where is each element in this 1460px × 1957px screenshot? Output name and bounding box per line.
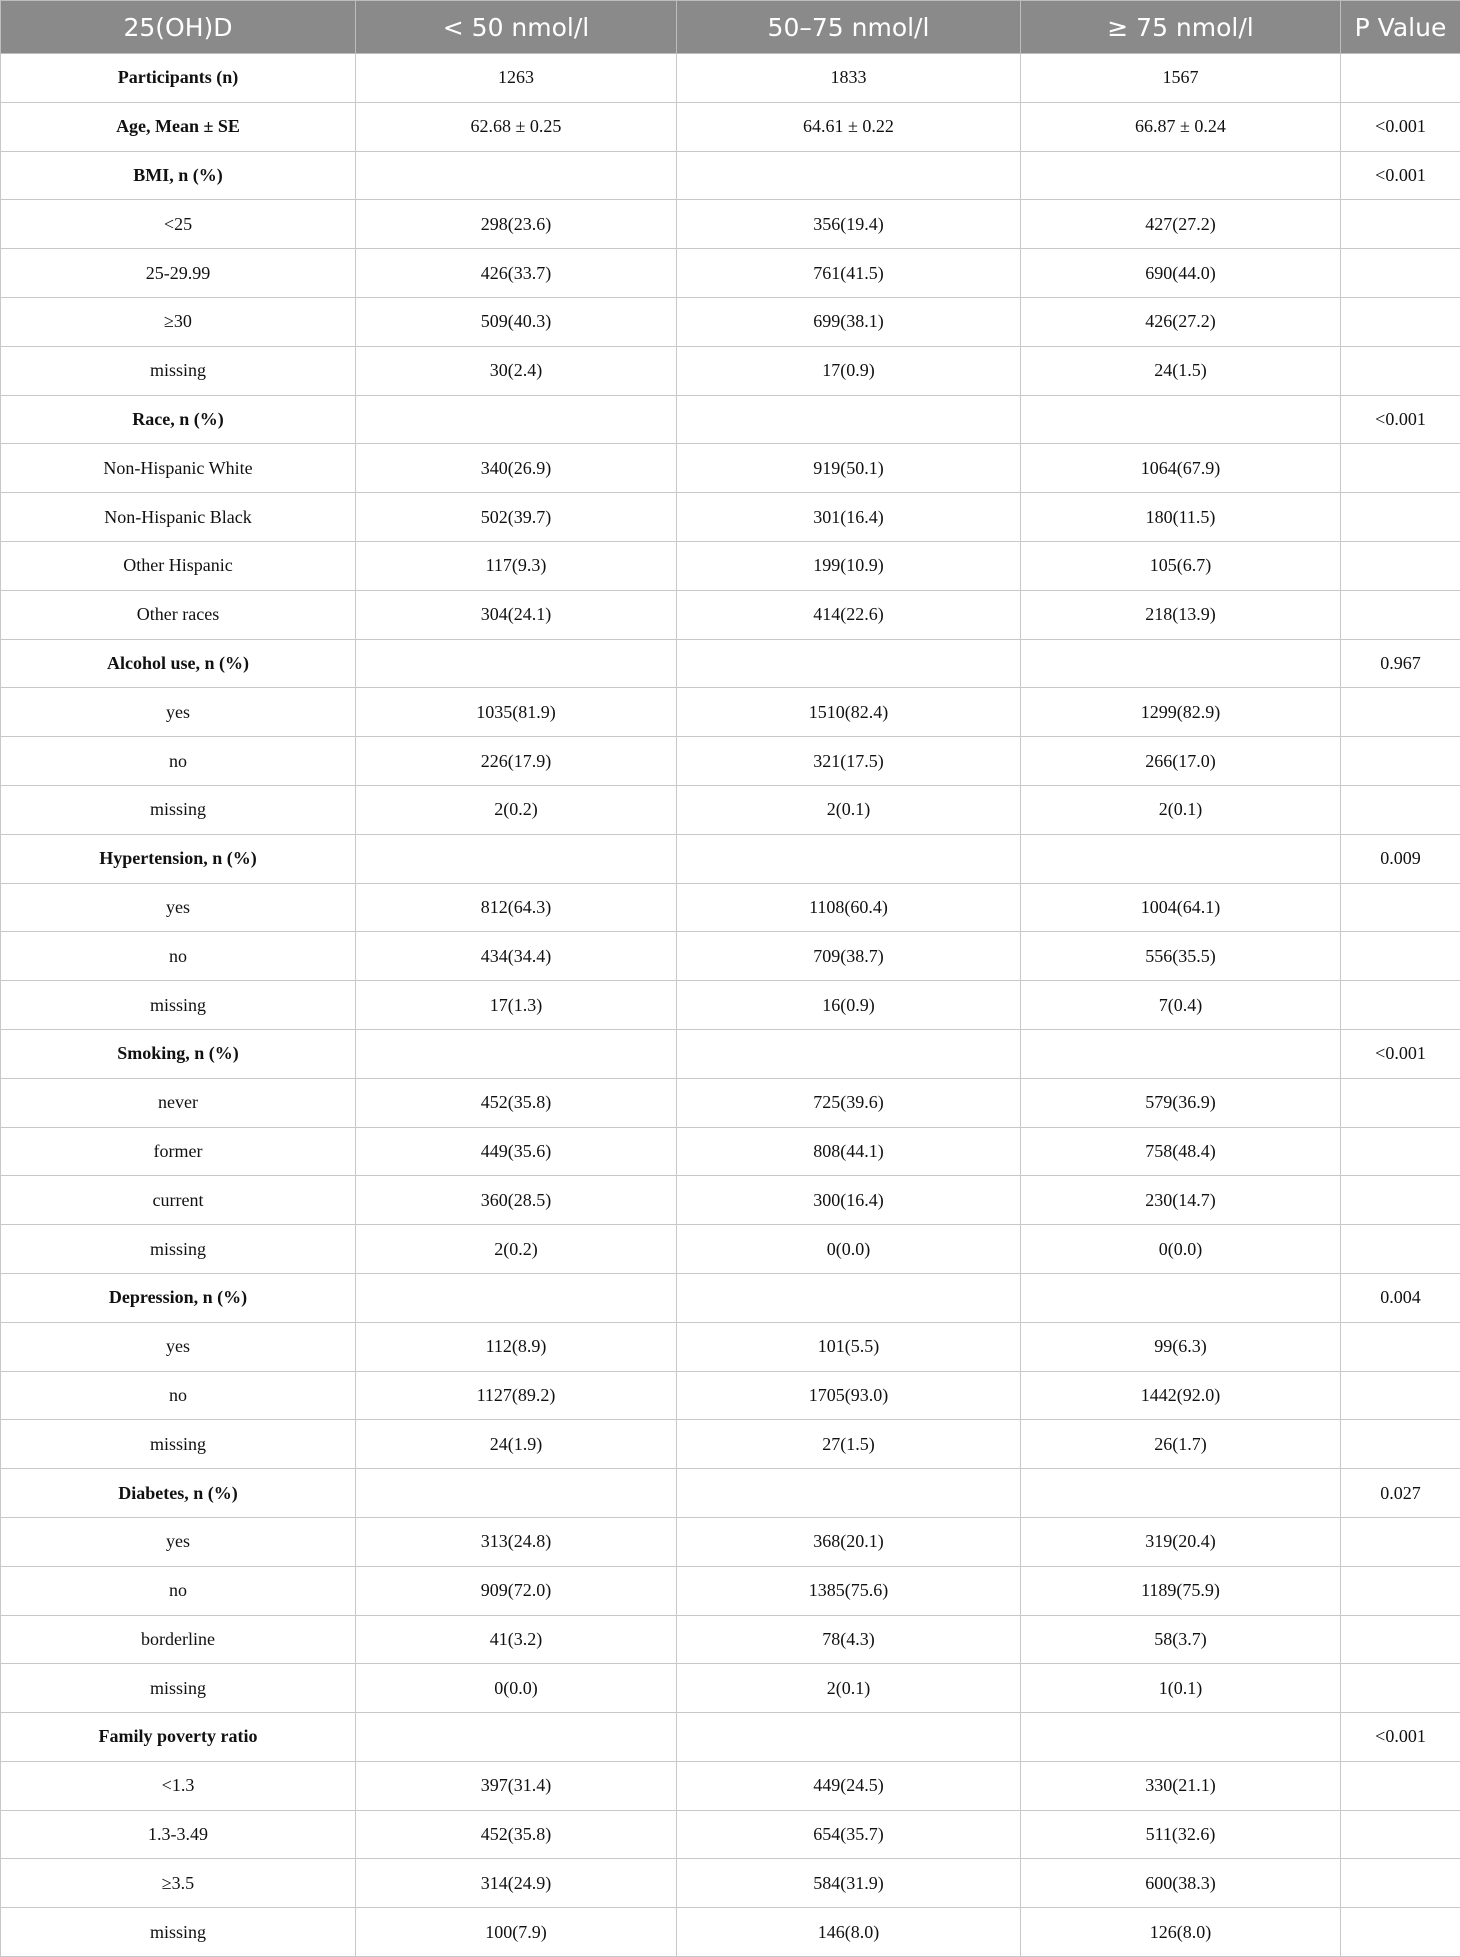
row-label-cell: never xyxy=(1,1078,356,1127)
cell-p-value xyxy=(1341,981,1460,1030)
row-label-cell: no xyxy=(1,932,356,981)
cell-p-value xyxy=(1341,688,1460,737)
cell-50-75: 356(19.4) xyxy=(677,200,1021,249)
cell-p-value xyxy=(1341,249,1460,298)
cell-50-75: 449(24.5) xyxy=(677,1761,1021,1810)
cell-p-value xyxy=(1341,1322,1460,1371)
cell-below-50: 909(72.0) xyxy=(356,1566,677,1615)
cell-above-75: 26(1.7) xyxy=(1021,1420,1341,1469)
cell-below-50: 1263 xyxy=(356,54,677,103)
cell-50-75: 1705(93.0) xyxy=(677,1371,1021,1420)
cell-above-75: 2(0.1) xyxy=(1021,785,1341,834)
cell-50-75: 2(0.1) xyxy=(677,1664,1021,1713)
cell-above-75: 0(0.0) xyxy=(1021,1225,1341,1274)
table-section-row xyxy=(1,102,1460,151)
cell-p-value xyxy=(1341,297,1460,346)
cell-below-50 xyxy=(356,639,677,688)
table-row xyxy=(1,932,1460,981)
cell-below-50 xyxy=(356,1273,677,1322)
cell-50-75: 808(44.1) xyxy=(677,1127,1021,1176)
cell-50-75: 1108(60.4) xyxy=(677,883,1021,932)
table-section-row xyxy=(1,395,1460,444)
cell-p-value xyxy=(1341,1176,1460,1225)
cell-above-75: 24(1.5) xyxy=(1021,346,1341,395)
cell-above-75: 600(38.3) xyxy=(1021,1859,1341,1908)
cell-p-value: 0.004 xyxy=(1341,1273,1460,1322)
cell-50-75: 0(0.0) xyxy=(677,1225,1021,1274)
cell-above-75: 99(6.3) xyxy=(1021,1322,1341,1371)
table-section-row xyxy=(1,1713,1460,1762)
table-row xyxy=(1,1225,1460,1274)
cell-p-value: 0.967 xyxy=(1341,639,1460,688)
cell-50-75 xyxy=(677,1469,1021,1518)
cell-50-75: 725(39.6) xyxy=(677,1078,1021,1127)
cell-below-50: 434(34.4) xyxy=(356,932,677,981)
cell-p-value xyxy=(1341,1078,1460,1127)
cell-50-75 xyxy=(677,151,1021,200)
header-below-50: < 50 nmol/l xyxy=(356,1,677,54)
table-section-row xyxy=(1,834,1460,883)
cell-p-value xyxy=(1341,1908,1460,1957)
cell-50-75 xyxy=(677,834,1021,883)
cell-50-75 xyxy=(677,1713,1021,1762)
row-label-cell: missing xyxy=(1,785,356,834)
cell-above-75 xyxy=(1021,834,1341,883)
cell-below-50: 509(40.3) xyxy=(356,297,677,346)
cell-below-50: 62.68 ± 0.25 xyxy=(356,102,677,151)
cell-above-75: 105(6.7) xyxy=(1021,541,1341,590)
cell-below-50: 24(1.9) xyxy=(356,1420,677,1469)
cell-below-50: 298(23.6) xyxy=(356,200,677,249)
cell-above-75 xyxy=(1021,151,1341,200)
cell-below-50 xyxy=(356,395,677,444)
row-label-cell: Depression, n (%) xyxy=(1,1273,356,1322)
table-row xyxy=(1,1176,1460,1225)
cell-below-50: 41(3.2) xyxy=(356,1615,677,1664)
cell-p-value: 0.009 xyxy=(1341,834,1460,883)
cell-below-50: 0(0.0) xyxy=(356,1664,677,1713)
cell-below-50: 117(9.3) xyxy=(356,541,677,590)
cell-below-50: 449(35.6) xyxy=(356,1127,677,1176)
row-label-cell: 1.3-3.49 xyxy=(1,1810,356,1859)
cell-below-50 xyxy=(356,834,677,883)
row-label-cell: yes xyxy=(1,883,356,932)
cell-50-75 xyxy=(677,395,1021,444)
cell-50-75: 199(10.9) xyxy=(677,541,1021,590)
row-label-cell: Age, Mean ± SE xyxy=(1,102,356,151)
cell-p-value xyxy=(1341,1859,1460,1908)
cell-below-50: 314(24.9) xyxy=(356,1859,677,1908)
cell-above-75: 426(27.2) xyxy=(1021,297,1341,346)
cell-below-50: 17(1.3) xyxy=(356,981,677,1030)
row-label-cell: Alcohol use, n (%) xyxy=(1,639,356,688)
cell-below-50: 112(8.9) xyxy=(356,1322,677,1371)
row-label-cell: Race, n (%) xyxy=(1,395,356,444)
cell-above-75: 58(3.7) xyxy=(1021,1615,1341,1664)
cell-50-75: 78(4.3) xyxy=(677,1615,1021,1664)
cell-p-value xyxy=(1341,1810,1460,1859)
cell-50-75 xyxy=(677,1029,1021,1078)
row-label-cell: <1.3 xyxy=(1,1761,356,1810)
table-row xyxy=(1,1810,1460,1859)
row-label-cell: borderline xyxy=(1,1615,356,1664)
cell-above-75: 1442(92.0) xyxy=(1021,1371,1341,1420)
cell-above-75: 556(35.5) xyxy=(1021,932,1341,981)
cell-below-50: 340(26.9) xyxy=(356,444,677,493)
cell-p-value: <0.001 xyxy=(1341,151,1460,200)
cell-50-75: 709(38.7) xyxy=(677,932,1021,981)
cell-p-value xyxy=(1341,200,1460,249)
cell-above-75: 266(17.0) xyxy=(1021,737,1341,786)
cell-p-value xyxy=(1341,1371,1460,1420)
cell-above-75: 427(27.2) xyxy=(1021,200,1341,249)
cell-p-value xyxy=(1341,54,1460,103)
cell-50-75: 16(0.9) xyxy=(677,981,1021,1030)
header-variable: 25(OH)D xyxy=(1,1,356,54)
cell-above-75: 1299(82.9) xyxy=(1021,688,1341,737)
table-row xyxy=(1,200,1460,249)
table-section-row xyxy=(1,151,1460,200)
cell-below-50: 304(24.1) xyxy=(356,590,677,639)
cell-below-50: 313(24.8) xyxy=(356,1517,677,1566)
header-row xyxy=(1,1,1460,54)
cell-50-75: 64.61 ± 0.22 xyxy=(677,102,1021,151)
cell-p-value xyxy=(1341,493,1460,542)
cell-p-value xyxy=(1341,1420,1460,1469)
cell-below-50: 426(33.7) xyxy=(356,249,677,298)
table-row xyxy=(1,737,1460,786)
cell-above-75 xyxy=(1021,1029,1341,1078)
cell-p-value xyxy=(1341,1127,1460,1176)
cell-50-75: 146(8.0) xyxy=(677,1908,1021,1957)
cell-below-50: 1035(81.9) xyxy=(356,688,677,737)
table-row xyxy=(1,590,1460,639)
row-label-cell: Smoking, n (%) xyxy=(1,1029,356,1078)
cell-below-50: 452(35.8) xyxy=(356,1078,677,1127)
cell-p-value xyxy=(1341,883,1460,932)
cell-above-75: 180(11.5) xyxy=(1021,493,1341,542)
cell-above-75: 579(36.9) xyxy=(1021,1078,1341,1127)
cell-p-value xyxy=(1341,1517,1460,1566)
cell-below-50: 360(28.5) xyxy=(356,1176,677,1225)
cell-50-75: 1833 xyxy=(677,54,1021,103)
row-label-cell: former xyxy=(1,1127,356,1176)
row-label-cell: Family poverty ratio xyxy=(1,1713,356,1762)
cell-p-value xyxy=(1341,737,1460,786)
cell-below-50: 397(31.4) xyxy=(356,1761,677,1810)
table-row xyxy=(1,1664,1460,1713)
cell-p-value: <0.001 xyxy=(1341,1713,1460,1762)
table-row xyxy=(1,444,1460,493)
cell-above-75: 511(32.6) xyxy=(1021,1810,1341,1859)
cell-below-50: 2(0.2) xyxy=(356,1225,677,1274)
table-row xyxy=(1,541,1460,590)
row-label-cell: missing xyxy=(1,981,356,1030)
header-50-75: 50–75 nmol/l xyxy=(677,1,1021,54)
cell-p-value xyxy=(1341,590,1460,639)
cell-50-75: 654(35.7) xyxy=(677,1810,1021,1859)
cell-p-value xyxy=(1341,444,1460,493)
table-section-row xyxy=(1,639,1460,688)
table-header xyxy=(1,1,1460,54)
cell-50-75: 1510(82.4) xyxy=(677,688,1021,737)
cell-above-75: 1189(75.9) xyxy=(1021,1566,1341,1615)
row-label-cell: Other Hispanic xyxy=(1,541,356,590)
cell-p-value xyxy=(1341,1615,1460,1664)
table-row xyxy=(1,1761,1460,1810)
cell-above-75: 1004(64.1) xyxy=(1021,883,1341,932)
cell-50-75: 368(20.1) xyxy=(677,1517,1021,1566)
row-label-cell: ≥3.5 xyxy=(1,1859,356,1908)
row-label-cell: yes xyxy=(1,1517,356,1566)
cell-50-75: 27(1.5) xyxy=(677,1420,1021,1469)
cell-below-50: 502(39.7) xyxy=(356,493,677,542)
cell-above-75: 1(0.1) xyxy=(1021,1664,1341,1713)
row-label-cell: Non-Hispanic White xyxy=(1,444,356,493)
cell-below-50: 2(0.2) xyxy=(356,785,677,834)
cell-50-75: 414(22.6) xyxy=(677,590,1021,639)
cell-below-50: 812(64.3) xyxy=(356,883,677,932)
cell-above-75: 319(20.4) xyxy=(1021,1517,1341,1566)
cell-50-75: 301(16.4) xyxy=(677,493,1021,542)
cell-50-75: 321(17.5) xyxy=(677,737,1021,786)
cell-above-75 xyxy=(1021,1713,1341,1762)
cell-below-50: 30(2.4) xyxy=(356,346,677,395)
cell-above-75: 1567 xyxy=(1021,54,1341,103)
cell-above-75: 218(13.9) xyxy=(1021,590,1341,639)
cell-above-75: 690(44.0) xyxy=(1021,249,1341,298)
table-row xyxy=(1,1078,1460,1127)
cell-above-75 xyxy=(1021,395,1341,444)
cell-p-value: <0.001 xyxy=(1341,395,1460,444)
table-row xyxy=(1,1322,1460,1371)
cell-p-value xyxy=(1341,541,1460,590)
table-row xyxy=(1,1517,1460,1566)
row-label-cell: no xyxy=(1,1371,356,1420)
table-row xyxy=(1,883,1460,932)
row-label-cell: ≥30 xyxy=(1,297,356,346)
row-label-cell: 25-29.99 xyxy=(1,249,356,298)
cell-below-50: 452(35.8) xyxy=(356,1810,677,1859)
cell-below-50: 226(17.9) xyxy=(356,737,677,786)
table-section-row xyxy=(1,1469,1460,1518)
cell-below-50: 1127(89.2) xyxy=(356,1371,677,1420)
cell-below-50: 100(7.9) xyxy=(356,1908,677,1957)
cell-p-value xyxy=(1341,932,1460,981)
cell-above-75 xyxy=(1021,1469,1341,1518)
cell-above-75: 126(8.0) xyxy=(1021,1908,1341,1957)
row-label-cell: Hypertension, n (%) xyxy=(1,834,356,883)
cell-p-value xyxy=(1341,1664,1460,1713)
row-label-cell: Other races xyxy=(1,590,356,639)
cell-above-75 xyxy=(1021,1273,1341,1322)
cell-50-75: 761(41.5) xyxy=(677,249,1021,298)
table-row xyxy=(1,346,1460,395)
cell-50-75: 17(0.9) xyxy=(677,346,1021,395)
cell-50-75: 2(0.1) xyxy=(677,785,1021,834)
row-label-cell: missing xyxy=(1,1908,356,1957)
table-row xyxy=(1,1908,1460,1957)
cell-above-75: 1064(67.9) xyxy=(1021,444,1341,493)
table-row xyxy=(1,249,1460,298)
row-label-cell: yes xyxy=(1,688,356,737)
table-row xyxy=(1,1127,1460,1176)
row-label-cell: BMI, n (%) xyxy=(1,151,356,200)
cell-50-75 xyxy=(677,639,1021,688)
row-label-cell: Participants (n) xyxy=(1,54,356,103)
cell-50-75: 300(16.4) xyxy=(677,1176,1021,1225)
table-body xyxy=(1,54,1460,1957)
row-label-cell: missing xyxy=(1,1420,356,1469)
cell-below-50 xyxy=(356,151,677,200)
row-label-cell: missing xyxy=(1,346,356,395)
cell-50-75: 919(50.1) xyxy=(677,444,1021,493)
table-section-row xyxy=(1,1273,1460,1322)
table-row xyxy=(1,688,1460,737)
row-label-cell: yes xyxy=(1,1322,356,1371)
cell-50-75: 101(5.5) xyxy=(677,1322,1021,1371)
cell-p-value xyxy=(1341,1566,1460,1615)
table-row xyxy=(1,1566,1460,1615)
table-row xyxy=(1,1615,1460,1664)
table-row xyxy=(1,981,1460,1030)
cell-p-value xyxy=(1341,785,1460,834)
cell-p-value xyxy=(1341,1225,1460,1274)
table-row xyxy=(1,1371,1460,1420)
cell-below-50 xyxy=(356,1469,677,1518)
row-label-cell: no xyxy=(1,737,356,786)
cell-50-75: 699(38.1) xyxy=(677,297,1021,346)
row-label-cell: no xyxy=(1,1566,356,1615)
row-label-cell: <25 xyxy=(1,200,356,249)
cell-50-75: 1385(75.6) xyxy=(677,1566,1021,1615)
table-row xyxy=(1,493,1460,542)
table-section-row xyxy=(1,54,1460,103)
row-label-cell: missing xyxy=(1,1225,356,1274)
cell-above-75: 66.87 ± 0.24 xyxy=(1021,102,1341,151)
cell-below-50 xyxy=(356,1029,677,1078)
cell-50-75: 584(31.9) xyxy=(677,1859,1021,1908)
cell-above-75: 230(14.7) xyxy=(1021,1176,1341,1225)
cell-p-value: <0.001 xyxy=(1341,102,1460,151)
table-row xyxy=(1,1420,1460,1469)
cell-above-75: 7(0.4) xyxy=(1021,981,1341,1030)
cell-50-75 xyxy=(677,1273,1021,1322)
cell-above-75: 330(21.1) xyxy=(1021,1761,1341,1810)
row-label-cell: Non-Hispanic Black xyxy=(1,493,356,542)
row-label-cell: missing xyxy=(1,1664,356,1713)
cell-p-value xyxy=(1341,346,1460,395)
table-row xyxy=(1,785,1460,834)
cell-p-value xyxy=(1341,1761,1460,1810)
cell-p-value: 0.027 xyxy=(1341,1469,1460,1518)
table-row xyxy=(1,1859,1460,1908)
header-above-75: ≥ 75 nmol/l xyxy=(1021,1,1341,54)
row-label-cell: Diabetes, n (%) xyxy=(1,1469,356,1518)
cell-below-50 xyxy=(356,1713,677,1762)
table-section-row xyxy=(1,1029,1460,1078)
table-row xyxy=(1,297,1460,346)
cell-above-75: 758(48.4) xyxy=(1021,1127,1341,1176)
cell-above-75 xyxy=(1021,639,1341,688)
header-p-value: P Value xyxy=(1341,1,1460,54)
cell-p-value: <0.001 xyxy=(1341,1029,1460,1078)
row-label-cell: current xyxy=(1,1176,356,1225)
